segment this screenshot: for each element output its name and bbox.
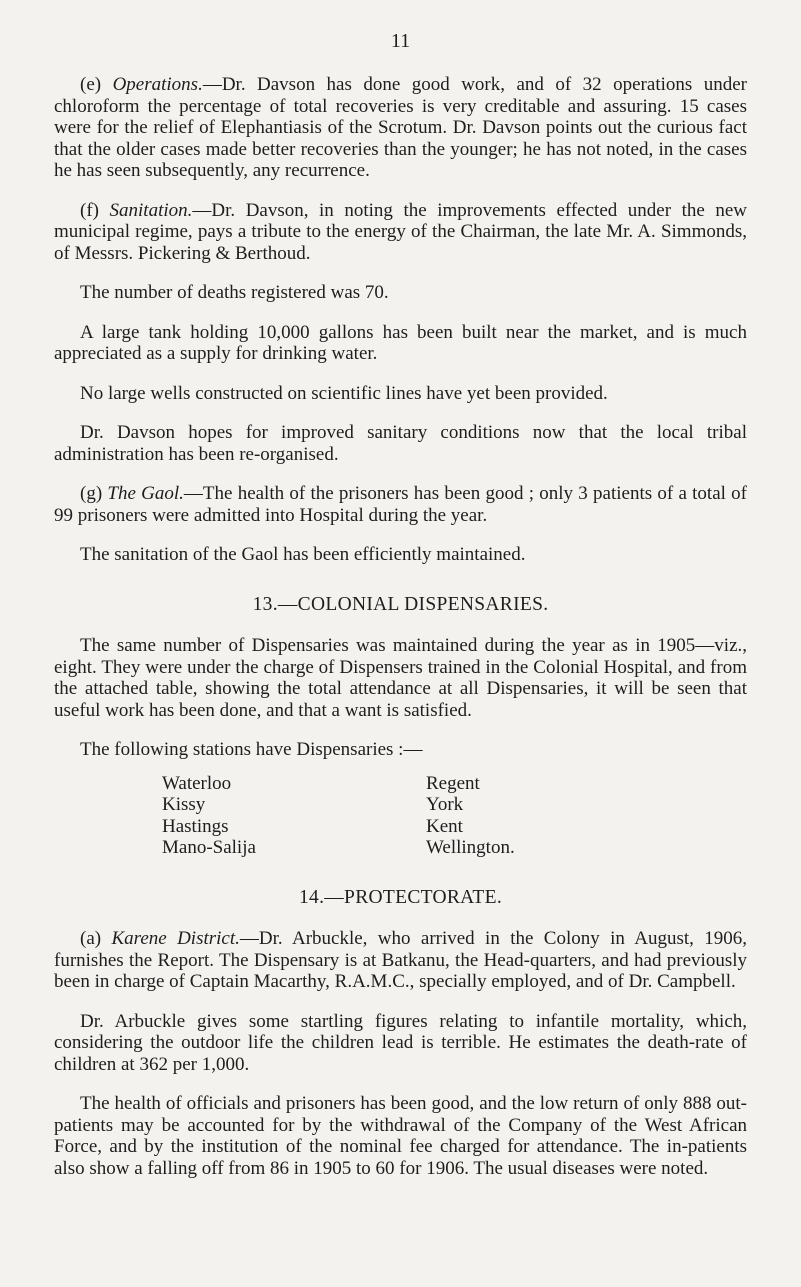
paragraph-hopes: Dr. Davson hopes for improved sanitary conditions now that the local tribal administration has been re-organised. xyxy=(54,422,747,465)
paragraph-wells: No large wells constructed on scientific lines have yet been provided. xyxy=(80,382,608,404)
page-number: 11 xyxy=(390,30,411,52)
paragraph-gaol xyxy=(54,483,747,526)
paragraph-dispensaries: The same number of Dispensaries was maintained during the year as in 1905—viz., eight. They were under the charge of Dispensers trained in the Colonial Hospital, and from the attached table, showing the total attendance at all Dispensaries, it will be seen that useful work has been done, and that a want is satisfied. xyxy=(54,635,747,721)
page-content xyxy=(54,74,747,1197)
paragraph-health: The health of officials and prisoners has been good, and the low return of only 888 out-patients may be accounted for by the withdrawal of the Company of the West African Force, and by the institution of the nominal fee charged for attendance. The in-patients also show a falling off from 86 in 1905 to 60 for 1906. The usual diseases were noted. xyxy=(54,1093,747,1179)
station-item: York xyxy=(426,794,464,815)
paragraph-gaol-sanitation: The sanitation of the Gaol has been efficiently maintained. xyxy=(80,544,526,565)
text-gaol: —The health of the prisoners has been good ; only 3 patients of a total of 99 prisoners were admitted into Hospital during the year. xyxy=(54,483,747,526)
section-heading-protectorate: 14.—PROTECTORATE. xyxy=(298,886,502,908)
paragraph-mortality: Dr. Arbuckle gives some startling figures relating to infantile mortality, which, considering the outdoor life the children lead is terrible. He estimates the death-rate of children at 362 per 1,000. xyxy=(54,1010,747,1075)
marker-f: (f) xyxy=(80,199,99,221)
station-item: Hastings xyxy=(162,815,229,837)
heading-operations: Operations. xyxy=(112,74,203,95)
paragraph-sanitation xyxy=(54,200,747,265)
heading-sanitation: Sanitation. xyxy=(109,199,193,221)
marker-g: (g) xyxy=(80,483,103,504)
station-item: Mano-Salija xyxy=(162,837,256,858)
paragraph-tank: A large tank holding 10,000 gallons has been built near the market, and is much appreciated as a supply for drinking water. xyxy=(54,321,747,364)
station-item: Wellington. xyxy=(426,837,515,858)
station-item: Waterloo xyxy=(162,772,232,794)
heading-karene: Karene District. xyxy=(111,928,240,949)
section-heading-colonial-dispensaries: 13.—COLONIAL DISPENSARIES. xyxy=(252,593,549,615)
paragraph-stations-intro: The following stations have Dispensaries :— xyxy=(80,739,423,760)
text-sanitation: —Dr. Davson, in noting the improvements effected under the new municipal regime, pays a tribute to the energy of the Chairman, the late Mr. A. Simmonds, of Messrs. Pickering & Berthoud. xyxy=(54,199,748,264)
marker-e: (e) xyxy=(80,74,102,95)
station-item: Regent xyxy=(426,772,480,794)
heading-gaol: The Gaol. xyxy=(107,483,184,504)
marker-a: (a) xyxy=(80,928,102,949)
paragraph-karene xyxy=(54,928,747,993)
paragraph-deaths: The number of deaths registered was 70. xyxy=(80,282,389,303)
station-item: Kent xyxy=(426,815,463,837)
station-item: Kissy xyxy=(162,794,206,815)
paragraph-operations xyxy=(54,74,747,182)
text-karene: —Dr. Arbuckle, who arrived in the Colony in August, 1906, furnishes the Report. The Dispensary is at Batkanu, the Head-quarters, and had previously been in charge of Captain Macarthy, R.A.M.C., specially employed, and of Dr. Campbell. xyxy=(54,928,747,992)
stations-list xyxy=(162,773,747,859)
text-operations: —Dr. Davson has done good work, and of 32 operations under chloroform the percentage of total recoveries is very creditable and assuring. 15 cases were for the relief of Elephantiasis of the Scrotum. Dr. Davson points out the curious fact that the older cases made better recoveries than the younger; he has not noted, in the cases he has seen subsequently, any recurrence. xyxy=(54,74,747,181)
